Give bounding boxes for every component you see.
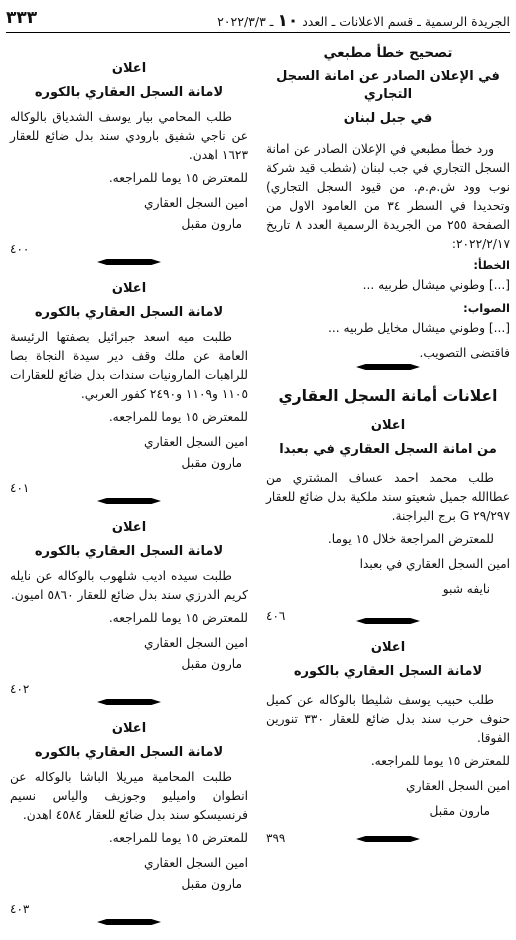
ad-number: ٤٠١ (10, 481, 30, 495)
ad-signer-name: مارون مقبل (181, 657, 242, 671)
ad-body: طلبت المحامية ميريلا الباشا بالوكاله عن انطوان واميليو وجوزيف والياس نسيم فرنسيسكو سند بدل ضائع للعقار ٤٥٨٤ اهدن. (10, 770, 248, 822)
ad-body: طلب حبيب يوسف شليطا بالوكاله عن كميل حنوف حرب سند بدل ضائع للعقار ٣٣٠ تنورين الفوقا. (266, 693, 510, 745)
errata-wrong-text: [...] وطوني ميشال طربيه ... (362, 278, 510, 292)
issue-date: ـ ٢٠٢٢/٣/٣ (217, 14, 274, 29)
errata-right-label: الصواب: (463, 301, 510, 315)
ad-notice: للمعترض ١٥ يوما للمراجعه. (370, 754, 510, 768)
ad-body: طلب المحامي بيار يوسف الشدياق بالوكاله عن ناجي شفيق بارودي سند بدل ضائع للعقار ١٦٢٣ اهدن. (10, 110, 248, 162)
ad-signer-name: مارون مقبل (181, 217, 242, 231)
ad-office: لامانة السجل العقاري بالكوره (34, 85, 224, 100)
errata-subtitle-1: في الإعلان الصادر عن امانة السجل التجاري (276, 69, 500, 102)
errata-wrong-label: الخطأ: (473, 258, 510, 272)
ad-body: طلب محمد احمد عساف المشتري من عطاالله جميل شعيتو سند ملكية بدل ضائع للعقار ٢٩/٢٩٧ G برج البراجنة. (266, 471, 510, 523)
header-title: الجريدة الرسمية ـ قسم الاعلانات ـ العدد (302, 14, 510, 29)
ad-signer-title: امين السجل العقاري (144, 856, 248, 870)
ad-number: ٣٩٩ (266, 831, 286, 845)
errata-title: تصحيح خطأ مطبعي (323, 45, 453, 61)
ad-heading: اعلان (111, 61, 147, 76)
ad-heading: اعلان (111, 520, 147, 535)
right-column (266, 44, 510, 857)
ad-signer-name: مارون مقبل (429, 804, 490, 818)
ad-signer-title: امين السجل العقاري (144, 636, 248, 650)
ad-office: من امانة السجل العقاري في بعبدا (279, 442, 497, 457)
header-rule (6, 32, 510, 33)
errata-subtitle-2: في جبل لبنان (343, 111, 433, 126)
ad-signer-title: امين السجل العقاري (144, 435, 248, 449)
ad-body: طلبت سيده اديب شلهوب بالوكاله عن نايله كريم الدرزي سند بدل ضائع للعقار ٥٨٦٠ اميون. (10, 569, 248, 602)
ad-body: طلبت ميه اسعد جبرائيل بصفتها الرئيسة العامة عن ملك وقف دير سيدة النجاة بصا للراهبات المارونيات سندات بدل ضائع للعقارات ١١٠٥ و١١٠٩ و٢٤٩٠ كفور العربي. (10, 330, 248, 401)
ad-number: ٤٠٢ (10, 682, 30, 696)
left-column (10, 60, 248, 940)
header-title-group (217, 11, 510, 31)
errata-body: ورد خطأ مطبعي في الإعلان الصادر عن امانة السجل التجاري في جب لبنان (شطب قيد شركة نوب وود ش.م.م. من قيود السجل التجاري) وتحديدا في السطر ٣٤ من العامود الاول من الصفحة ٢٥٥ من الجريدة الرسمية العدد ٨ تاريخ ٢٠٢٢/٢/١٧: (266, 142, 511, 251)
ad-number: ٤٠٦ (266, 609, 286, 623)
ad-signer-name: نايفه شبو (442, 582, 490, 596)
ad-office: لامانة السجل العقاري بالكوره (34, 544, 224, 559)
ad-signer-name: مارون مقبل (181, 456, 242, 470)
ad-notice: للمعترض ١٥ يوما للمراجعه. (108, 410, 248, 424)
separator (10, 696, 248, 708)
ad-office: لامانة السجل العقاري بالكوره (34, 745, 224, 760)
ad-signer-title: امين السجل العقاري في بعبدا (359, 557, 510, 571)
errata-closing: فاقتضى التصويب. (419, 346, 510, 360)
ad-heading: اعلان (370, 640, 406, 655)
separator (10, 916, 248, 928)
ad-heading: اعلان (111, 721, 147, 736)
ad-notice: للمعترض ١٥ يوما للمراجعه. (108, 171, 248, 185)
section-title: اعلانات أمانة السجل العقاري (278, 387, 498, 405)
page-header (6, 8, 510, 30)
separator (266, 615, 510, 627)
ad-notice: للمعترض ١٥ يوما للمراجعه. (108, 611, 248, 625)
ad-signer-title: امين السجل العقاري (144, 196, 248, 210)
ad-notice: للمعترض ١٥ يوما للمراجعه. (108, 831, 248, 845)
ad-heading: اعلان (111, 281, 147, 296)
ad-number: ٤٠٠ (10, 242, 30, 256)
ad-signer-title: امين السجل العقاري (406, 779, 510, 793)
separator (10, 256, 248, 268)
ad-signer-name: مارون مقبل (181, 877, 242, 891)
ad-office: لامانة السجل العقاري بالكوره (293, 664, 483, 679)
ad-number: ٤٠٣ (10, 902, 30, 916)
issue-number: ١٠ (277, 11, 299, 31)
ad-notice: للمعترض المراجعة خلال ١٥ يوما. (327, 532, 494, 546)
page-number: ٣٣٣ (6, 8, 38, 28)
ad-heading: اعلان (370, 418, 406, 433)
separator (10, 495, 248, 507)
ad-office: لامانة السجل العقاري بالكوره (34, 305, 224, 320)
separator (266, 833, 510, 845)
errata-right-text: [...] وطوني ميشال مخايل طربيه ... (328, 321, 510, 335)
